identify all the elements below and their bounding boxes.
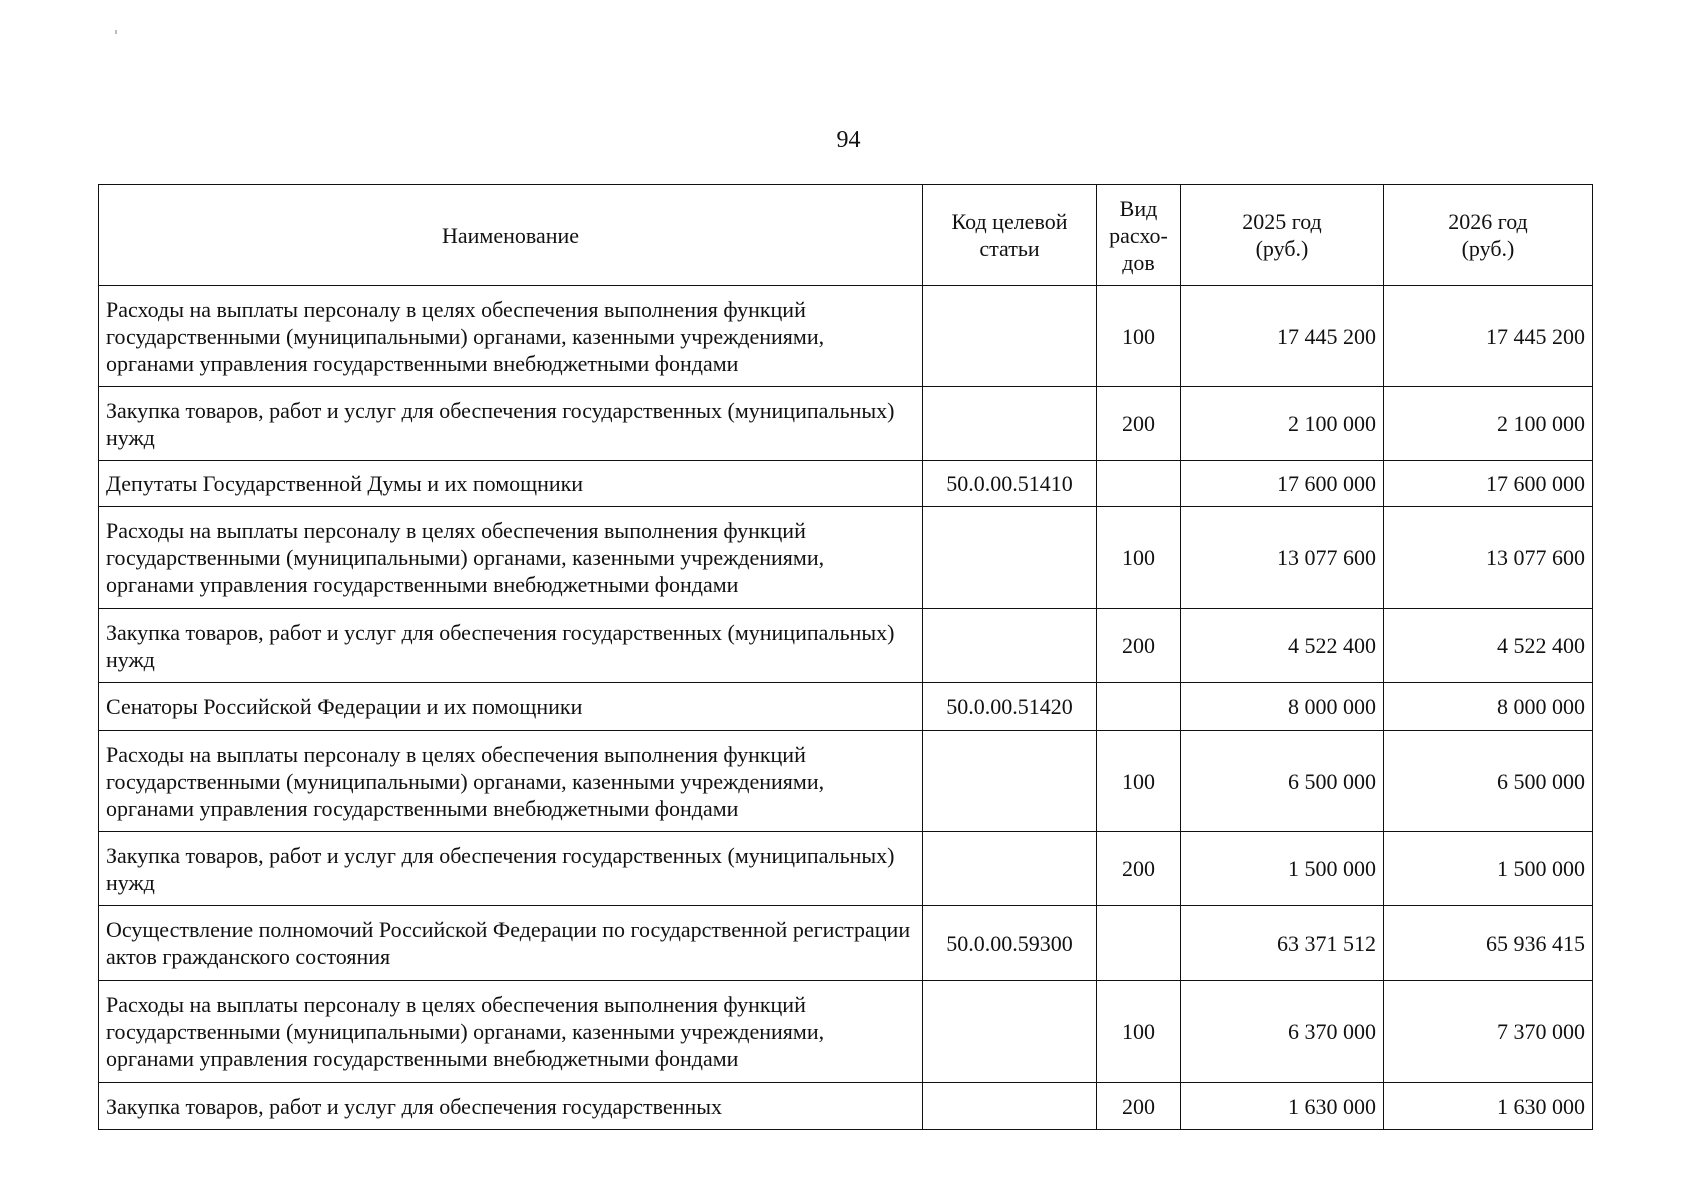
table-row <box>99 683 1593 731</box>
row-amount-2025: 1 630 000 <box>1181 1083 1384 1130</box>
header-name: Наименование <box>99 185 923 286</box>
row-name: Осуществление полномочий Российской Федерации по государственной регистрации актов гражданского состояния <box>99 906 923 981</box>
row-name: Расходы на выплаты персоналу в целях обеспечения выполнения функций государственными (муниципальными) органами, казенными учреждениями, органами управления государственными внебюджетными фондами <box>99 731 923 832</box>
scan-mark <box>115 30 117 34</box>
row-amount-2025: 6 500 000 <box>1181 731 1384 832</box>
row-code: 50.0.00.59300 <box>923 906 1097 981</box>
table-row <box>99 906 1593 981</box>
table-row <box>99 981 1593 1083</box>
row-amount-2025: 17 445 200 <box>1181 286 1384 387</box>
row-amount-2026: 17 600 000 <box>1384 461 1593 507</box>
header-year-2026: 2026 год (руб.) <box>1384 185 1593 286</box>
table-row <box>99 507 1593 609</box>
row-kind: 200 <box>1097 1083 1181 1130</box>
row-amount-2025: 2 100 000 <box>1181 387 1384 461</box>
table-row <box>99 731 1593 832</box>
row-amount-2026: 6 500 000 <box>1384 731 1593 832</box>
header-year-2025: 2025 год (руб.) <box>1181 185 1384 286</box>
row-amount-2025: 13 077 600 <box>1181 507 1384 609</box>
row-amount-2026: 7 370 000 <box>1384 981 1593 1083</box>
row-kind <box>1097 683 1181 731</box>
row-name: Закупка товаров, работ и услуг для обеспечения государственных (муниципальных) нужд <box>99 609 923 683</box>
row-name: Сенаторы Российской Федерации и их помощники <box>99 683 923 731</box>
row-name: Депутаты Государственной Думы и их помощники <box>99 461 923 507</box>
table-row <box>99 1083 1593 1130</box>
row-name: Расходы на выплаты персоналу в целях обеспечения выполнения функций государственными (муниципальными) органами, казенными учреждениями, органами управления государственными внебюджетными фондами <box>99 286 923 387</box>
row-kind <box>1097 906 1181 981</box>
row-code <box>923 507 1097 609</box>
row-kind: 100 <box>1097 286 1181 387</box>
row-amount-2026: 1 500 000 <box>1384 832 1593 906</box>
row-kind: 200 <box>1097 609 1181 683</box>
row-kind: 200 <box>1097 832 1181 906</box>
table-row <box>99 609 1593 683</box>
header-kind: Вид расхо-дов <box>1097 185 1181 286</box>
table-row <box>99 286 1593 387</box>
table-row <box>99 387 1593 461</box>
row-kind: 100 <box>1097 731 1181 832</box>
budget-table <box>98 184 1593 1130</box>
row-name: Расходы на выплаты персоналу в целях обеспечения выполнения функций государственными (муниципальными) органами, казенными учреждениями, органами управления государственными внебюджетными фондами <box>99 507 923 609</box>
row-amount-2025: 63 371 512 <box>1181 906 1384 981</box>
row-code <box>923 609 1097 683</box>
row-amount-2026: 1 630 000 <box>1384 1083 1593 1130</box>
row-amount-2025: 17 600 000 <box>1181 461 1384 507</box>
row-amount-2025: 4 522 400 <box>1181 609 1384 683</box>
row-amount-2025: 1 500 000 <box>1181 832 1384 906</box>
row-kind <box>1097 461 1181 507</box>
row-name: Закупка товаров, работ и услуг для обеспечения государственных (муниципальных) нужд <box>99 387 923 461</box>
row-kind: 200 <box>1097 387 1181 461</box>
row-amount-2026: 17 445 200 <box>1384 286 1593 387</box>
row-code: 50.0.00.51410 <box>923 461 1097 507</box>
row-amount-2026: 13 077 600 <box>1384 507 1593 609</box>
page-number: 94 <box>836 127 861 153</box>
row-code <box>923 1083 1097 1130</box>
row-kind: 100 <box>1097 507 1181 609</box>
row-amount-2025: 6 370 000 <box>1181 981 1384 1083</box>
row-code <box>923 387 1097 461</box>
row-amount-2026: 8 000 000 <box>1384 683 1593 731</box>
row-code <box>923 832 1097 906</box>
header-code: Код целевой статьи <box>923 185 1097 286</box>
row-name: Закупка товаров, работ и услуг для обеспечения государственных <box>99 1083 923 1130</box>
table-row <box>99 461 1593 507</box>
row-kind: 100 <box>1097 981 1181 1083</box>
table-row <box>99 832 1593 906</box>
row-amount-2026: 4 522 400 <box>1384 609 1593 683</box>
row-name: Закупка товаров, работ и услуг для обеспечения государственных (муниципальных) нужд <box>99 832 923 906</box>
row-code: 50.0.00.51420 <box>923 683 1097 731</box>
row-code <box>923 731 1097 832</box>
table-header-row <box>99 185 1593 286</box>
row-amount-2026: 65 936 415 <box>1384 906 1593 981</box>
row-amount-2026: 2 100 000 <box>1384 387 1593 461</box>
row-name: Расходы на выплаты персоналу в целях обеспечения выполнения функций государственными (муниципальными) органами, казенными учреждениями, органами управления государственными внебюджетными фондами <box>99 981 923 1083</box>
row-code <box>923 286 1097 387</box>
row-amount-2025: 8 000 000 <box>1181 683 1384 731</box>
row-code <box>923 981 1097 1083</box>
